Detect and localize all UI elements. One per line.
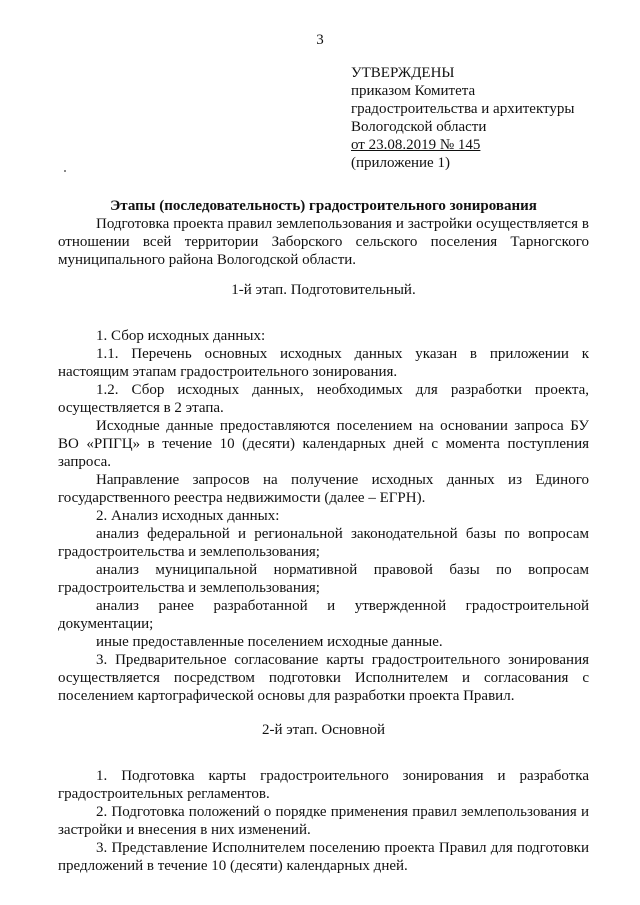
stage2-item: 2. Подготовка положений о порядке применения правил землепользования и застройки и внесения в них изменений. — [58, 804, 589, 838]
approval-line-2: градостроительства и архитектуры — [351, 101, 575, 117]
stage1-item: иные предоставленные поселением исходные данные. — [96, 634, 443, 650]
approval-line-1: приказом Комитета — [351, 83, 476, 99]
stage1-item: Исходные данные предоставляются поселением на основании запроса БУ ВО «РПГЦ» в течение 10 (десяти) календарных дней с момента поступления запроса. — [58, 418, 589, 470]
stage2-item: 1. Подготовка карты градостроительного зонирования и разработка градостроительных регламентов. — [58, 768, 589, 802]
stage1-heading: 1-й этап. Подготовительный. — [231, 282, 416, 298]
stage1-item: анализ муниципальной нормативной правовой базы по вопросам градостроительства и землепользования; — [58, 562, 589, 596]
approval-line-3: Вологодской области — [351, 119, 487, 135]
stage1-item: 2. Анализ исходных данных: — [96, 508, 280, 524]
stage2-heading: 2-й этап. Основной — [261, 722, 386, 738]
stage2-item: 3. Представление Исполнителем поселению проекта Правил для подготовки предложений в течение 10 (десяти) календарных дней. — [58, 840, 589, 874]
document-body — [58, 197, 589, 875]
approval-title: УТВЕРЖДЕНЫ — [351, 65, 455, 81]
stage1-item: 1.1. Перечень основных исходных данных указан в приложении к настоящим этапам градостроительного зонирования. — [58, 346, 589, 380]
stage1-item: 1. Сбор исходных данных: — [96, 328, 266, 344]
intro-paragraph: Подготовка проекта правил землепользования и застройки осуществляется в отношении всей территории Заборского сельского поселения Тарногского муниципального района Вологодской области. — [58, 216, 589, 268]
stage1-item: анализ федеральной и региональной законодательной базы по вопросам градостроительства и землепользования; — [58, 526, 589, 560]
approval-date-number: от 23.08.2019 № 145 — [351, 137, 481, 153]
stage1-item: Направление запросов на получение исходных данных из Единого государственного реестра недвижимости (далее – ЕГРН). — [58, 472, 589, 506]
approval-block — [351, 64, 574, 172]
stage1-item: 3. Предварительное согласование карты градостроительного зонирования осуществляется посредством подготовки Исполнителем и согласования с поселением картографической основы для разработки проекта Правил. — [58, 652, 589, 704]
approval-appendix: (приложение 1) — [351, 155, 450, 171]
scan-speck — [64, 170, 66, 172]
page-number: 3 — [316, 32, 324, 48]
stage1-item: 1.2. Сбор исходных данных, необходимых для разработки проекта, осуществляется в 2 этапа. — [58, 382, 589, 416]
document-title: Этапы (последовательность) градостроительного зонирования — [110, 198, 537, 214]
stage1-item: анализ ранее разработанной и утвержденной градостроительной документации; — [58, 598, 589, 632]
